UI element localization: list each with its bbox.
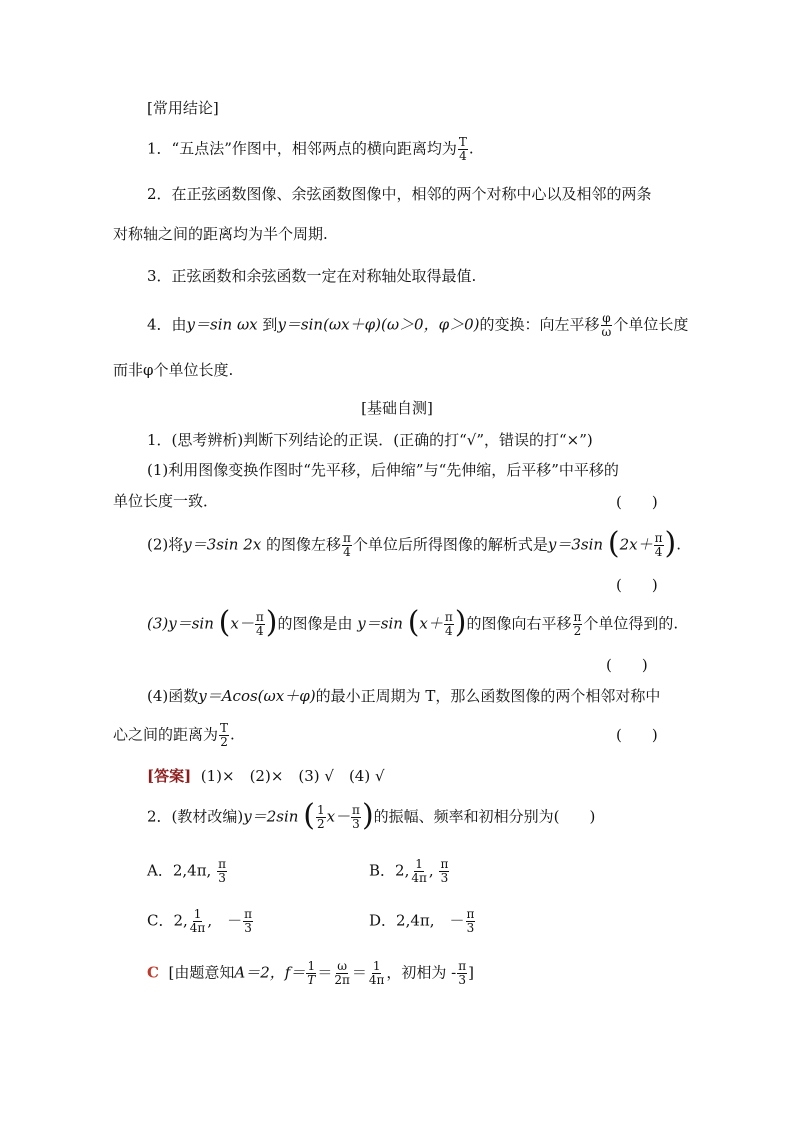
fraction: $\frac{\varphi}{\omega}$ (601, 311, 612, 339)
fraction: $\frac{T}{4}$ (458, 135, 467, 163)
conclusion-item-4-line-1: 4．由y＝sin ωx 到y＝sin(ωx＋φ)(ω＞0，φ＞0)的变换：向左平移 $\frac{\varphi}{\omega}$ 个单位长度 (147, 311, 689, 339)
question-1-4-line-2: 心之间的距离为 $\frac{T}{2}$ . (113, 721, 235, 749)
question-1-2: (2)将y＝3sin 2x 的图像左移 $\frac{\pi}{4}$ 个单位后所得图像的解析式是y＝3sin (2x＋ $\frac{\pi}{4}$ ). (147, 525, 681, 561)
conclusion-item-4-line-2: 而非φ个单位长度. (113, 361, 234, 379)
fraction: $\frac{\pi}{3}$ (440, 857, 449, 885)
conclusion-item-1: 1．“五点法”作图中，相邻两点的横向距离均为 $\frac{T}{4}$ . (147, 135, 474, 163)
fraction: $\frac{\pi}{3}$ (466, 907, 475, 935)
fraction: $\frac{\pi}{3}$ (244, 907, 252, 935)
fraction: $\frac{\pi}{4}$ (444, 610, 453, 638)
question-1-1-line-1: (1)利用图像变换作图时“先平移，后伸缩”与“先伸缩，后平移”中平移的 (147, 461, 619, 479)
fraction: $\frac{\pi}{3}$ (352, 803, 360, 831)
answer-text: (1)× (2)× (3) √ (4) √ (200, 767, 385, 785)
question-1-1-line-2: 单位长度一致． (113, 492, 219, 510)
common-conclusions-heading: [常用结论] (147, 99, 219, 117)
fraction: $\frac{\pi}{4}$ (654, 531, 663, 559)
fraction: $\frac{\pi}{3}$ (218, 857, 226, 885)
fraction: $\frac{1}{T}$ (307, 959, 316, 987)
question-2-stem: 2．(教材改编)y＝2sin ( $\frac{1}{2}$ x－ $\frac{\pi}{3}$ )的振幅、频率和初相分别为( ) (147, 797, 596, 833)
basic-self-test-heading: [基础自测] (361, 399, 433, 417)
answer-blank: ( ) (606, 656, 648, 674)
answer-blank: ( ) (616, 493, 658, 511)
conclusion-item-2-line-2: 对称轴之间的距离均为半个周期. (113, 225, 328, 243)
question-1-stem: 1．(思考辨析)判断下列结论的正误．(正确的打“√”，错误的打“×”) (147, 431, 593, 449)
fraction: $\frac{\omega}{2\pi}$ (334, 959, 350, 987)
solution-answer-letter: C (147, 963, 159, 982)
fraction: $\frac{\pi}{4}$ (255, 610, 264, 638)
answer-label: [答案] (147, 767, 192, 785)
question-1-4-line-1: (4)函数y＝Acos(ωx＋φ)的最小正周期为 T，那么函数图像的两个相邻对称中 (147, 687, 661, 705)
answer-blank: ( ) (616, 726, 658, 744)
fraction: $\frac{1}{2}$ (316, 803, 325, 831)
option-c[interactable]: C．2, $\frac{1}{4\pi}$ , － $\frac{\pi}{3}$ (147, 907, 252, 935)
fraction: $\frac{\pi}{2}$ (573, 610, 582, 638)
fraction: $\frac{1}{4\pi}$ (189, 907, 206, 935)
fraction: $\frac{\pi}{4}$ (343, 531, 351, 559)
conclusion-item-3: 3．正弦函数和余弦函数一定在对称轴处取得最值. (147, 267, 477, 285)
fraction: $\frac{1}{4\pi}$ (368, 959, 385, 987)
fraction: $\frac{T}{2}$ (220, 721, 229, 749)
answer-line (147, 766, 385, 786)
fraction: $\frac{1}{4\pi}$ (411, 857, 427, 885)
option-d[interactable]: D．2,4π, － $\frac{\pi}{3}$ (369, 907, 475, 935)
answer-blank: ( ) (616, 576, 658, 594)
option-b[interactable]: B．2, $\frac{1}{4\pi}$ , $\frac{\pi}{3}$ (369, 857, 449, 885)
fraction: $\frac{\pi}{3}$ (458, 959, 467, 987)
conclusion-item-2-line-1: 2．在正弦函数图像、余弦函数图像中，相邻的两个对称中心以及相邻的两条 (147, 185, 652, 203)
question-1-3: (3)y＝sin (x－ $\frac{\pi}{4}$ )的图像是由 y＝sin (x＋ $\frac{\pi}{4}$ )的图像向右平移 $\frac{\pi}{2}$ 个单位得到的. (147, 604, 679, 640)
option-a[interactable]: A．2,4π, $\frac{\pi}{3}$ (147, 857, 226, 885)
solution-line: C [由题意知A＝2，f＝ $\frac{1}{T}$ ＝ $\frac{\omega}{2\pi}$ ＝ $\frac{1}{4\pi}$ ，初相为 - $\frac{\pi}{3}$ ] (147, 959, 474, 987)
